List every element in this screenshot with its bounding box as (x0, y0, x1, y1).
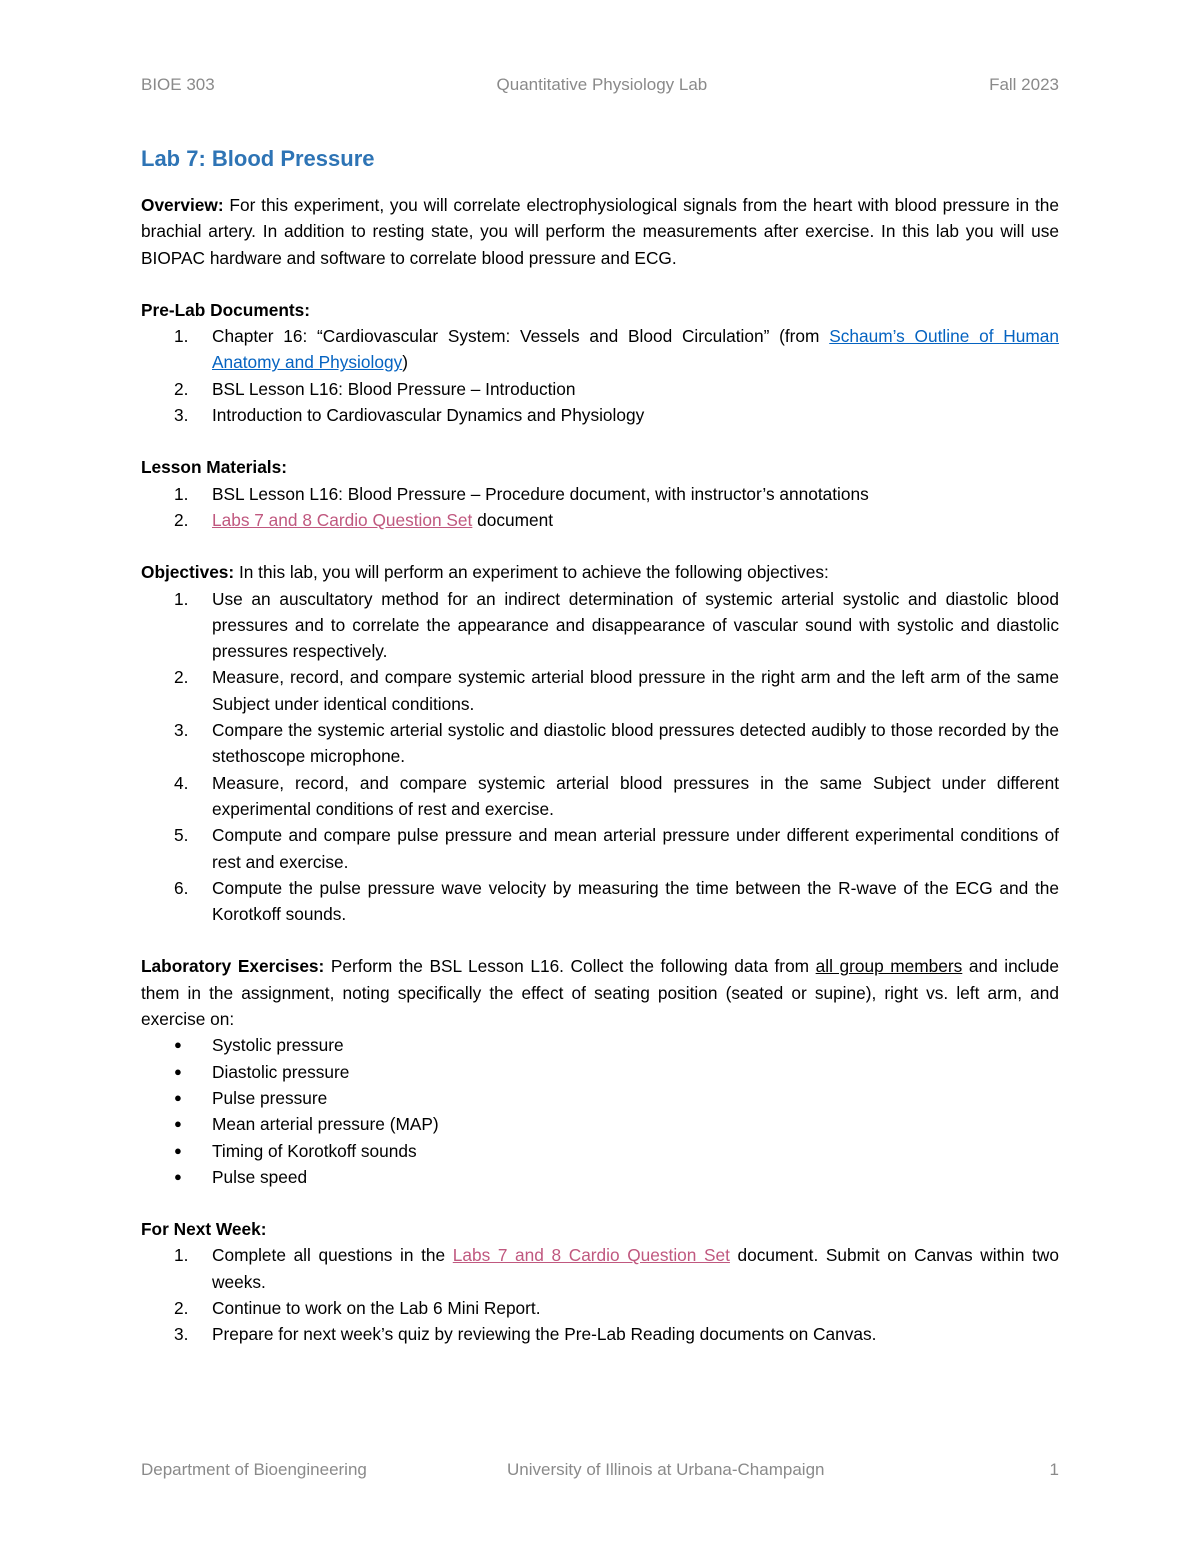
list-item-text: Pulse pressure (212, 1087, 328, 1108)
objectives-list (141, 586, 1059, 928)
list-item-text: Complete all questions in the (212, 1245, 453, 1266)
list-item-text: Chapter 16: “Cardiovascular System: Vessels and Blood Circulation” (from (212, 326, 830, 347)
next-week-list (141, 1242, 1059, 1347)
list-item (141, 1295, 1059, 1321)
list-item (141, 376, 1059, 402)
header-course: BIOE 303 (141, 75, 215, 94)
header-course-title: Quantitative Physiology Lab (496, 75, 708, 94)
list-item (141, 481, 1059, 507)
list-item-text: Introduction to Cardiovascular Dynamics and Physiology (212, 405, 645, 426)
list-item (141, 717, 1059, 770)
schaums-outline-link[interactable]: Schaum’s Outline of Human Anatomy and Physiology (212, 326, 1059, 373)
list-number: 2. (174, 667, 189, 688)
cardio-question-set-link[interactable]: Labs 7 and 8 Cardio Question Set (452, 1245, 730, 1266)
list-item (141, 664, 1059, 717)
list-item (141, 1085, 1059, 1111)
list-number: 6. (174, 877, 189, 898)
list-item-text: Timing of Korotkoff sounds (212, 1140, 417, 1161)
list-number: 1. (174, 1245, 189, 1266)
exercises-section (141, 953, 1059, 1190)
list-item (141, 402, 1059, 428)
list-item-text: Measure, record, and compare systemic arterial blood pressures in the same Subject under different experimental conditions of rest and exercise. (212, 772, 1059, 819)
list-item (141, 822, 1059, 875)
list-item (141, 1242, 1059, 1295)
list-item-text: Diastolic pressure (212, 1061, 350, 1082)
objectives-intro (141, 559, 1059, 585)
list-item (141, 1321, 1059, 1347)
prelab-title: Pre-Lab Documents: (141, 299, 310, 320)
list-item (141, 770, 1059, 823)
page-title: Lab 7: Blood Pressure (141, 146, 375, 171)
list-item-tail: document (472, 509, 554, 530)
page-number: 1 (1049, 1460, 1059, 1479)
exercises-paragraph (141, 953, 1059, 1032)
objectives-label: Objectives: (141, 562, 235, 583)
materials-section (141, 454, 1059, 533)
exercises-label: Laboratory Exercises: (141, 956, 325, 977)
list-item (141, 1059, 1059, 1085)
next-week-section (141, 1216, 1059, 1347)
list-number: 1. (174, 483, 189, 504)
overview-label: Overview: (141, 195, 224, 215)
bullet-icon: ● (174, 1116, 182, 1132)
objectives-intro-text: In this lab, you will perform an experiment to achieve the following objectives: (234, 562, 829, 583)
list-number: 3. (174, 720, 189, 741)
list-number: 2. (174, 1297, 189, 1318)
bullet-icon: ● (174, 1063, 182, 1079)
list-item-text: Measure, record, and compare systemic arterial blood pressure in the right arm and the left arm of the same Subject under identical conditions. (212, 667, 1059, 714)
objectives-section (141, 559, 1059, 927)
list-item (141, 1164, 1059, 1190)
overview-paragraph (141, 192, 1059, 271)
page-footer (141, 1460, 1059, 1480)
materials-list (141, 481, 1059, 534)
exercises-bullet-list (141, 1032, 1059, 1190)
bullet-icon: ● (174, 1168, 182, 1184)
list-item-text: Systolic pressure (212, 1035, 344, 1056)
page-header (141, 75, 1059, 95)
list-item-text: BSL Lesson L16: Blood Pressure – Introduction (212, 378, 576, 399)
list-number: 5. (174, 825, 189, 846)
list-item (141, 1138, 1059, 1164)
list-number: 1. (174, 326, 189, 347)
list-item (141, 1032, 1059, 1058)
list-item-text: Compute the pulse pressure wave velocity by measuring the time between the R-wave of the ECG and the Korotkoff sounds. (212, 877, 1059, 925)
exercises-text-continued: and include them in the assignment, noting specifically the effect of seating position (seated or supine), right vs. left arm, and exercise on: (141, 956, 1059, 1030)
list-item-text: Use an auscultatory method for an indirect determination of systemic arterial systolic and diastolic blood pressures and to correlate the appearance and disappearance of vascular sound with systolic and diastolic pressures respectively. (212, 588, 1059, 662)
list-number: 2. (174, 378, 189, 399)
list-item-text: BSL Lesson L16: Blood Pressure – Procedure document, with instructor’s annotations (212, 483, 869, 504)
next-week-title: For Next Week: (141, 1219, 267, 1240)
list-number: 3. (174, 1324, 189, 1345)
list-item-text: Continue to work on the Lab 6 Mini Report. (212, 1297, 541, 1318)
list-item-text: Pulse speed (212, 1166, 308, 1187)
cardio-question-set-link[interactable]: Labs 7 and 8 Cardio Question Set (212, 509, 473, 530)
footer-department: Department of Bioengineering (141, 1460, 367, 1479)
list-item (141, 586, 1059, 665)
list-item-text: Mean arterial pressure (MAP) (212, 1114, 439, 1135)
materials-title: Lesson Materials: (141, 457, 287, 478)
header-term: Fall 2023 (989, 75, 1059, 94)
list-number: 3. (174, 405, 189, 426)
bullet-icon: ● (174, 1142, 182, 1158)
list-item-text: Prepare for next week’s quiz by reviewing the Pre-Lab Reading documents on Canvas. (212, 1324, 877, 1345)
list-item-tail: document. Submit on Canvas within two weeks. (212, 1245, 1059, 1292)
document-body (141, 143, 1059, 1348)
list-item-tail: ) (402, 352, 408, 373)
list-item-text: Compare the systemic arterial systolic and diastolic blood pressures detected audibly to those recorded by the stethoscope microphone. (212, 720, 1059, 767)
list-item-text: Compute and compare pulse pressure and mean arterial pressure under different experimental conditions of rest and exercise. (212, 825, 1059, 872)
exercises-text: Perform the BSL Lesson L16. Collect the following data from (324, 956, 816, 977)
list-number: 1. (174, 588, 189, 609)
list-item (141, 875, 1059, 928)
prelab-list (141, 323, 1059, 428)
overview-text: For this experiment, you will correlate electrophysiological signals from the heart with blood pressure in the brachial artery. In addition to resting state, you will perform the measurements after exercise. In this lab you will use BIOPAC hardware and software to correlate blood pressure and ECG. (141, 195, 1059, 268)
bullet-icon: ● (174, 1089, 182, 1105)
list-item (141, 1111, 1059, 1137)
bullet-icon: ● (174, 1037, 182, 1053)
list-item (141, 507, 1059, 533)
footer-university: University of Illinois at Urbana-Champaign (507, 1460, 825, 1479)
group-members-emphasis: all group members (815, 956, 963, 977)
prelab-section (141, 297, 1059, 428)
list-number: 2. (174, 509, 189, 530)
list-number: 4. (174, 772, 189, 793)
list-item (141, 323, 1059, 376)
